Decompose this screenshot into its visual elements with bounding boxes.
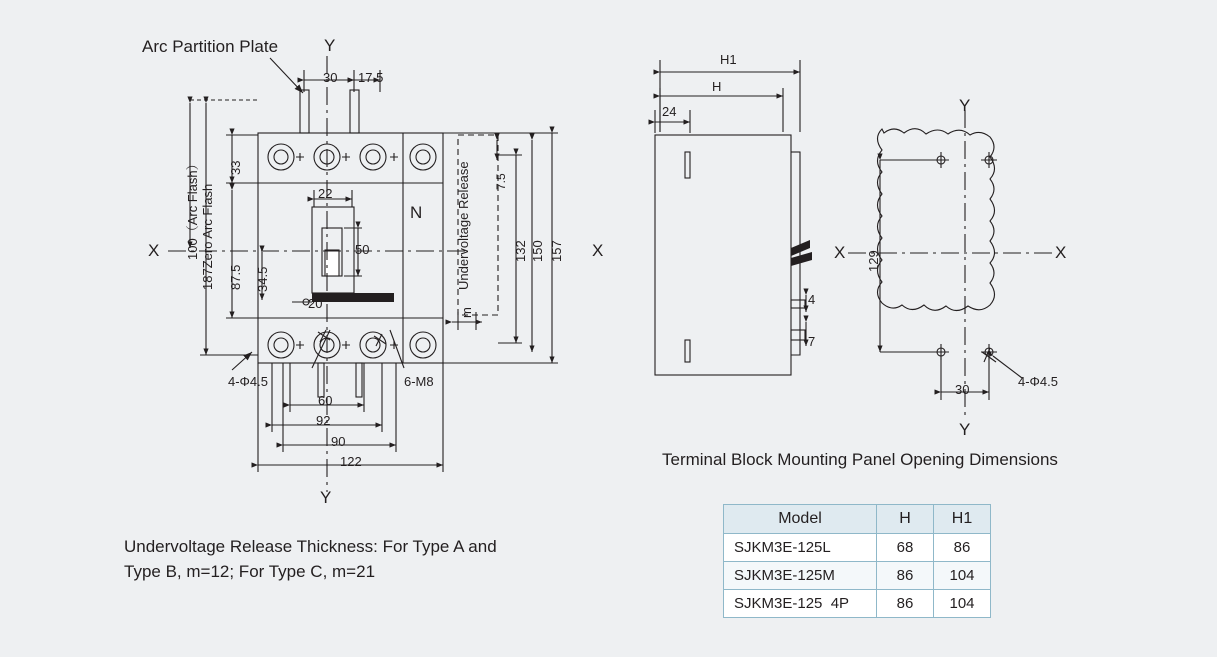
- caption-panel-opening: Terminal Block Mounting Panel Opening Dimensions: [662, 450, 1058, 469]
- label-neutral-pole: N: [410, 203, 423, 222]
- axis-label-x-right-right: X: [1055, 243, 1067, 262]
- axis-label-y-bottom-right: Y: [959, 420, 971, 439]
- dim-h: H: [712, 79, 722, 94]
- dim-150: 150: [530, 240, 545, 262]
- axis-label-x-left: X: [148, 241, 160, 260]
- table-row: [724, 534, 991, 562]
- dim-157: 157: [549, 240, 564, 262]
- cell-h1: 86: [934, 534, 991, 562]
- dim-17-5: 17.5: [358, 70, 384, 85]
- dim-20: 20: [308, 296, 323, 311]
- dim-4: 4: [808, 292, 816, 307]
- dim-50: 50: [355, 242, 370, 257]
- table-header-h: H: [877, 505, 934, 534]
- table-header-model: Model: [724, 505, 877, 534]
- dim-100-arc-flash: 100（Arc Flash）: [185, 157, 200, 260]
- dim-122: 122: [340, 454, 362, 469]
- dim-60: 60: [318, 393, 333, 408]
- dim-h1: H1: [720, 52, 737, 67]
- cell-h: 86: [877, 562, 934, 590]
- dim-34-5: 34.5: [255, 266, 270, 292]
- dim-7-5: 7.5: [494, 173, 508, 190]
- dim-22: 22: [318, 186, 333, 201]
- dim-132: 132: [513, 240, 528, 262]
- dim-7: 7: [808, 334, 816, 349]
- dim-90: 90: [331, 434, 346, 449]
- dim-24: 24: [662, 104, 677, 119]
- model-dimension-table: [723, 504, 991, 618]
- note-line-2: Type B, m=12; For Type C, m=21: [124, 561, 376, 581]
- cell-model: SJKM3E-125 4P: [724, 590, 877, 618]
- label-6-m8: 6-M8: [404, 374, 434, 389]
- label-4-phi45-right: 4-Φ4.5: [1018, 374, 1059, 389]
- axis-label-y-top-right: Y: [959, 96, 971, 115]
- table-row: [724, 590, 991, 618]
- label-arc-partition-plate: Arc Partition Plate: [142, 37, 279, 56]
- axis-label-y-top: Y: [324, 36, 336, 55]
- dim-87-5: 87.5: [228, 264, 243, 290]
- cell-h1: 104: [934, 590, 991, 618]
- dim-187-zero-arc-flash: 187Zero Arc Flash: [200, 183, 215, 290]
- axis-label-y-bottom: Y: [320, 488, 332, 507]
- cell-model: SJKM3E-125L: [724, 534, 877, 562]
- dim-30: 30: [323, 70, 338, 85]
- cell-model: SJKM3E-125M: [724, 562, 877, 590]
- dim-30-panel: 30: [955, 382, 970, 397]
- axis-label-x-right-left: X: [834, 243, 846, 262]
- table-row: [724, 562, 991, 590]
- dim-129: 129: [866, 250, 881, 272]
- label-undervoltage-release: Undervoltage Release: [456, 161, 471, 290]
- cell-h: 68: [877, 534, 934, 562]
- dim-m: m: [459, 307, 474, 318]
- dim-33: 33: [228, 160, 243, 175]
- cell-h1: 104: [934, 562, 991, 590]
- table-header-h1: H1: [934, 505, 991, 534]
- note-line-1: Undervoltage Release Thickness: For Type A and: [124, 537, 497, 556]
- label-4-phi45-left: 4-Φ4.5: [228, 374, 269, 389]
- cell-h: 86: [877, 590, 934, 618]
- axis-label-x-mid: X: [592, 241, 604, 260]
- table-header-row: [724, 505, 991, 534]
- dim-92: 92: [316, 413, 331, 428]
